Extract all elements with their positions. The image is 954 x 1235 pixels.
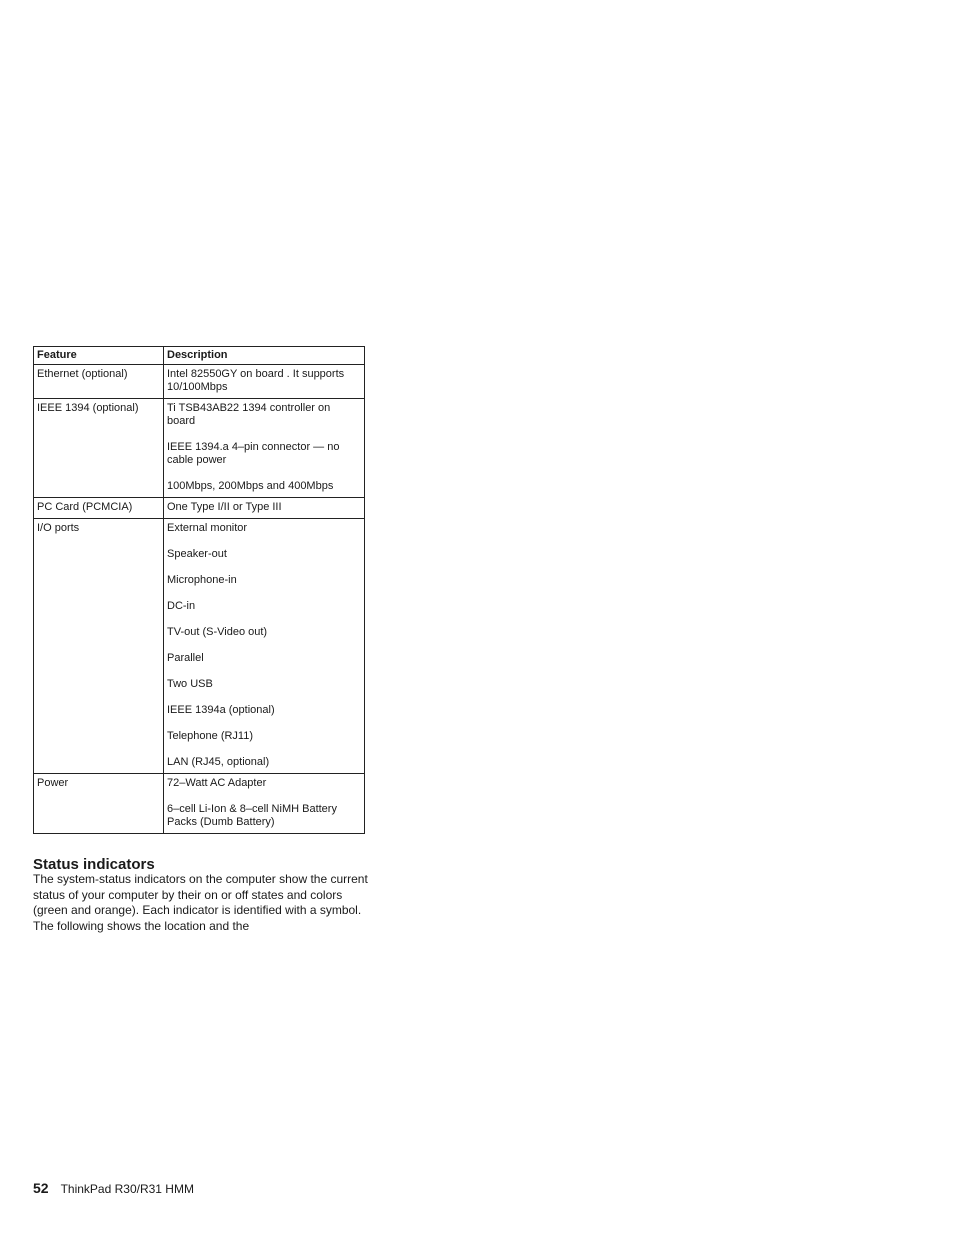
description-line: LAN (RJ45, optional) — [167, 756, 270, 768]
description-line: Speaker-out — [167, 548, 227, 560]
description-line: Telephone (RJ11) — [167, 730, 254, 742]
description-line: Parallel — [167, 652, 204, 664]
description-cell — [164, 498, 365, 519]
header-description: Description — [164, 347, 365, 365]
description-line: 6–cell Li-Ion & 8–cell NiMH Battery Packs (Dumb Battery) — [167, 803, 337, 828]
description-cell — [164, 774, 365, 834]
feature-cell: Power — [34, 774, 164, 834]
description-line: Intel 82550GY on board . It supports 10/100Mbps — [167, 368, 345, 393]
feature-table — [33, 346, 365, 834]
description-cell — [164, 365, 365, 399]
description-line: Two USB — [167, 678, 213, 690]
table-row — [34, 519, 365, 774]
feature-cell: Ethernet (optional) — [34, 365, 164, 399]
description-line: External monitor — [167, 522, 248, 534]
page-number: 52 — [33, 1180, 49, 1196]
page-footer — [33, 1181, 194, 1196]
description-cell — [164, 399, 365, 498]
description-line: IEEE 1394a (optional) — [167, 704, 275, 716]
description-line: 72–Watt AC Adapter — [167, 777, 267, 789]
section-body-text: The system-status indicators on the computer show the current status of your computer by their on or off states and colors (green and orange). Each indicator is identified with a symbol. The following shows the location and the — [33, 872, 368, 933]
description-line: DC-in — [167, 600, 196, 612]
document-title: ThinkPad R30/R31 HMM — [60, 1182, 194, 1196]
description-line: IEEE 1394.a 4–pin connector — no cable power — [167, 441, 340, 466]
table-row — [34, 365, 365, 399]
description-line: One Type I/II or Type III — [167, 501, 282, 513]
header-feature: Feature — [34, 347, 164, 365]
feature-cell: PC Card (PCMCIA) — [34, 498, 164, 519]
table-body — [34, 365, 365, 834]
description-line: Ti TSB43AB22 1394 controller on board — [167, 402, 331, 427]
section-heading: Status indicators — [33, 856, 155, 873]
description-cell — [164, 519, 365, 774]
description-line: Microphone-in — [167, 574, 237, 586]
description-line: 100Mbps, 200Mbps and 400Mbps — [167, 480, 334, 492]
feature-cell: IEEE 1394 (optional) — [34, 399, 164, 498]
table-header-row — [34, 347, 365, 365]
table-row — [34, 399, 365, 498]
description-line: TV-out (S-Video out) — [167, 626, 268, 638]
table-row — [34, 774, 365, 834]
feature-cell: I/O ports — [34, 519, 164, 774]
table-row — [34, 498, 365, 519]
